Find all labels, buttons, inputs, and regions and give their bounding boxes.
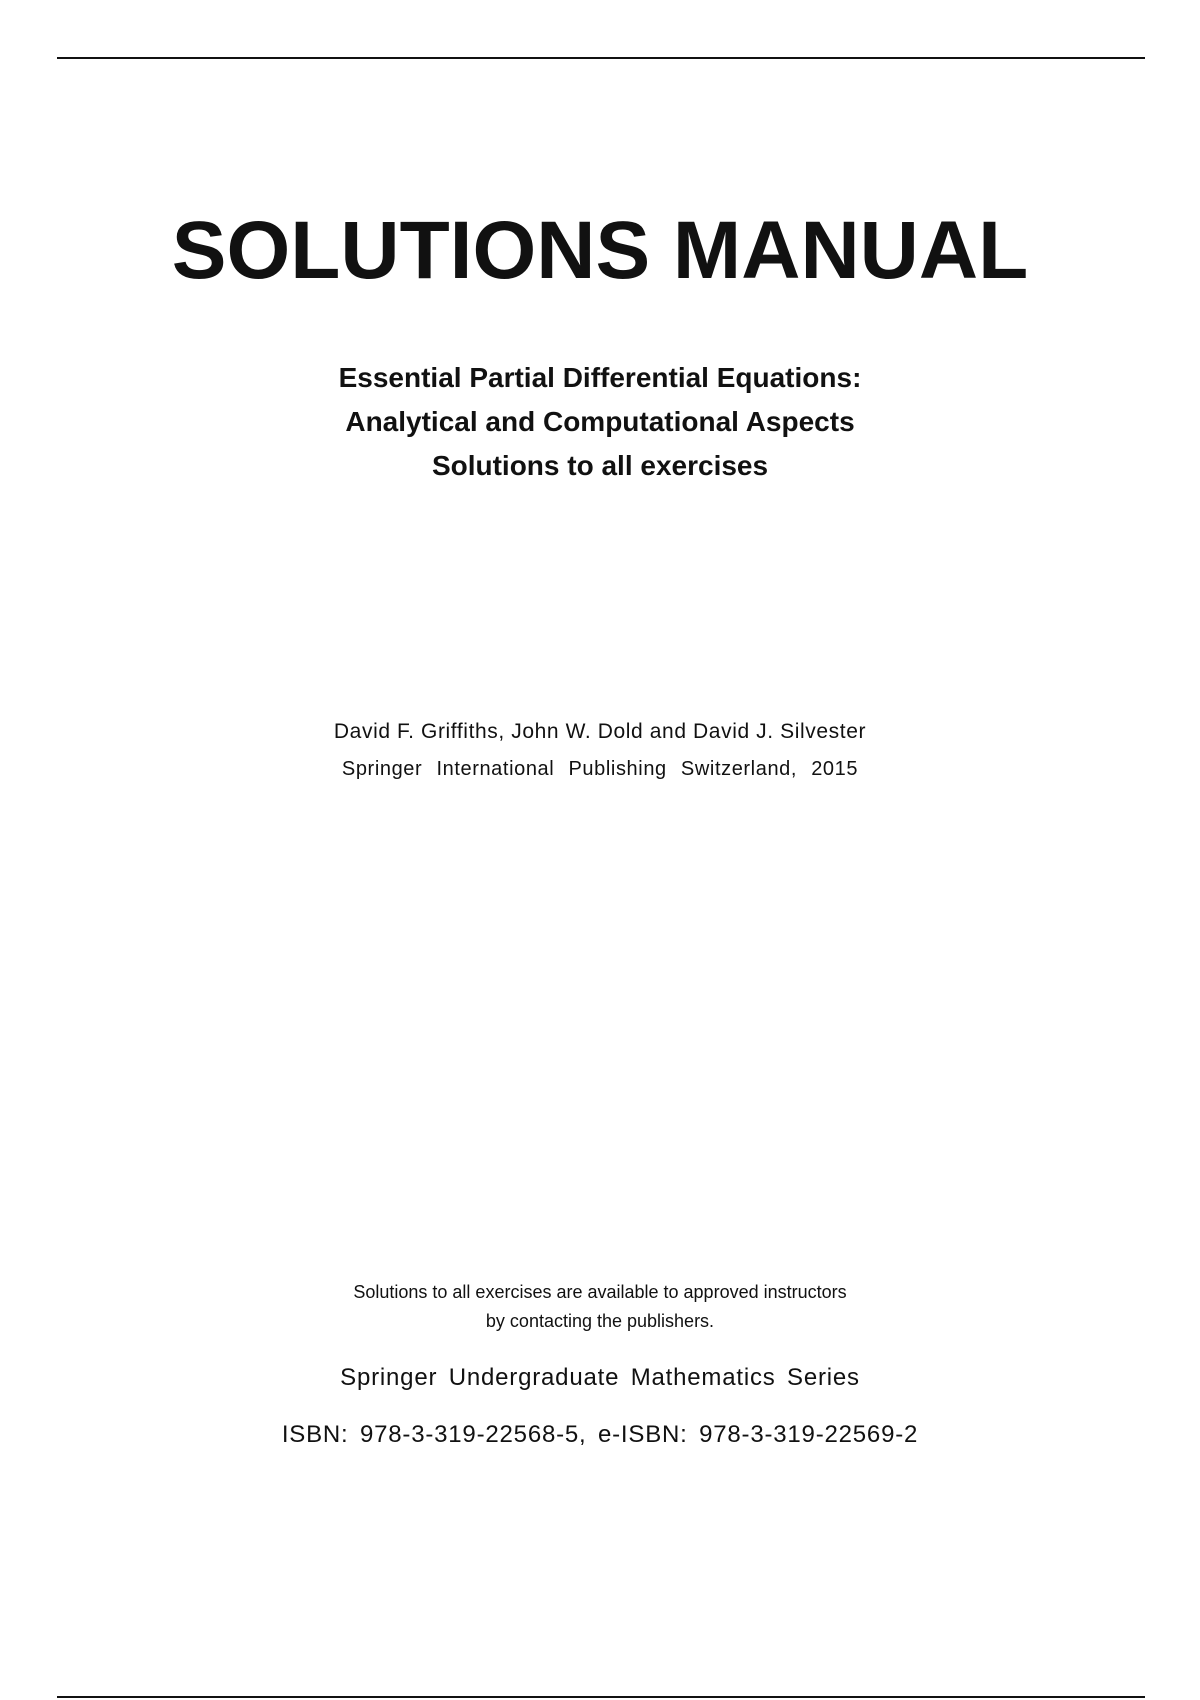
subtitle-line-3: Solutions to all exercises xyxy=(431,450,769,481)
subtitle-line-1: Essential Partial Differential Equations: xyxy=(338,362,862,393)
top-rule xyxy=(57,57,1145,59)
publisher-line: Springer International Publishing Switzerland, 2015 xyxy=(341,758,859,780)
bottom-rule xyxy=(57,1696,1145,1698)
series-line: Springer Undergraduate Mathematics Series xyxy=(340,1364,860,1391)
availability-note-line-2: by contacting the publishers. xyxy=(485,1311,715,1331)
subtitle-line-2: Analytical and Computational Aspects xyxy=(345,406,855,437)
authors-line: David F. Griffiths, John W. Dold and David J. Silvester xyxy=(333,720,867,743)
isbn-line: ISBN: 978-3-319-22568-5, e-ISBN: 978-3-319-22569-2 xyxy=(281,1421,919,1448)
availability-note-line-1: Solutions to all exercises are available to approved instructors xyxy=(353,1282,847,1302)
page-title: SOLUTIONS MANUAL xyxy=(171,205,1029,296)
